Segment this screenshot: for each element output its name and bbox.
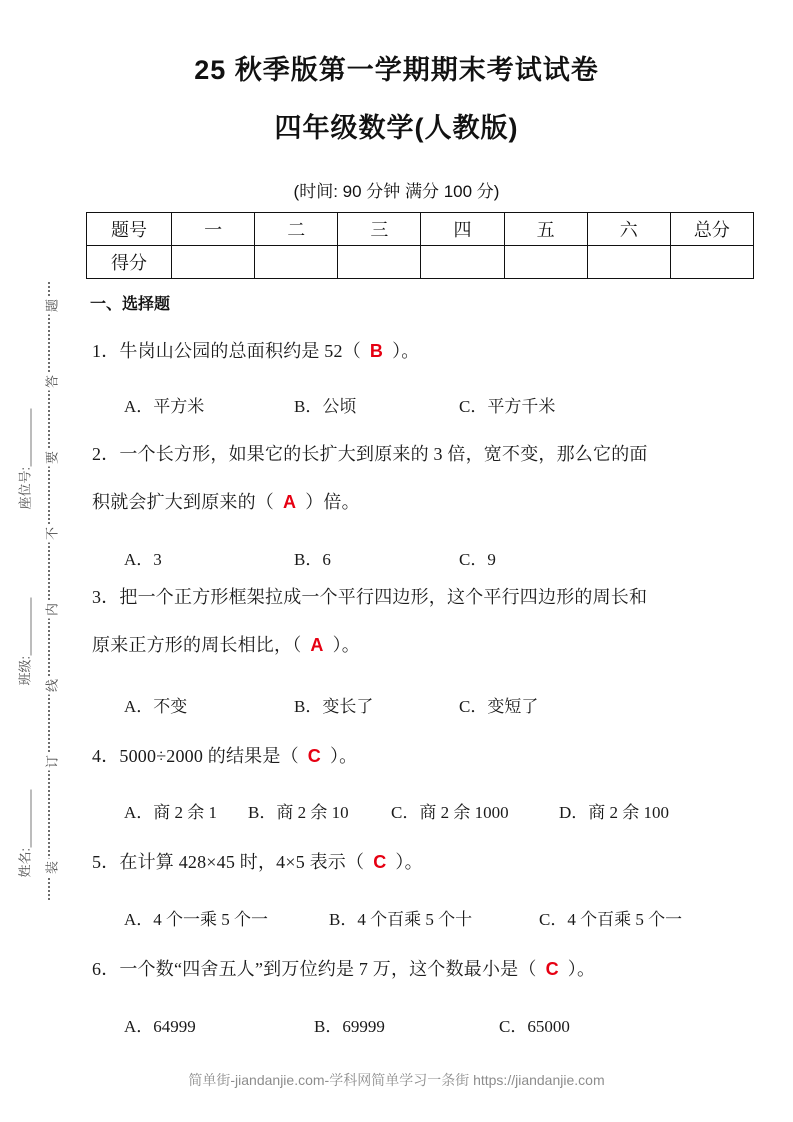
question-6-option-c[interactable]: C．65000: [499, 1017, 570, 1036]
table-row-header: [87, 213, 754, 246]
score-cell-5[interactable]: [504, 246, 587, 279]
question-1-answer[interactable]: B: [369, 341, 384, 361]
seal-char-4: 不: [42, 525, 61, 543]
question-6-option-a[interactable]: A．64999: [124, 1017, 196, 1036]
score-table: [86, 212, 754, 279]
footer-watermark: 简单街-jiandanjie.com-学科网简单学习一条街 https://jiandanjie.com: [188, 1072, 605, 1088]
question-1-option-c[interactable]: C．平方千米: [459, 397, 556, 416]
score-table-col-total: 总分: [670, 213, 753, 246]
name-field[interactable]: [15, 782, 34, 878]
score-cell-total[interactable]: [670, 246, 753, 279]
question-2-option-b[interactable]: B．6: [294, 550, 331, 569]
question-4-option-b[interactable]: B．商 2 余 10: [248, 803, 349, 822]
seal-char-3: 要: [42, 449, 61, 467]
question-1-option-a[interactable]: A．平方米: [124, 397, 205, 416]
question-5-text: [92, 848, 423, 874]
seat-number-label: 座位号:: [17, 466, 33, 510]
question-2-stem-cont: 积就会扩大到原来的（: [92, 492, 274, 512]
score-cell-2[interactable]: [255, 246, 338, 279]
class-field[interactable]: [15, 590, 34, 686]
score-cell-1[interactable]: [172, 246, 255, 279]
question-2-stem-tail: ）倍。: [305, 492, 360, 512]
seal-char-2: 答: [42, 373, 61, 391]
question-3-option-b[interactable]: B．变长了: [294, 697, 374, 716]
seal-char-8: 装: [42, 859, 61, 877]
class-input[interactable]: [31, 598, 32, 656]
score-table-col-3: 三: [338, 213, 421, 246]
question-6-options: [124, 1012, 570, 1037]
question-4-stem: 4．5000÷2000 的结果是（: [92, 746, 299, 766]
question-1-text: [92, 337, 420, 363]
question-6-stem-tail: ）。: [567, 959, 596, 979]
question-6-option-b[interactable]: B．69999: [314, 1017, 385, 1036]
question-5-stem-tail: ）。: [395, 852, 423, 872]
seal-char-7: 订: [42, 753, 61, 771]
question-4-option-a[interactable]: A．商 2 余 1: [124, 803, 218, 822]
question-4-answer[interactable]: C: [307, 746, 321, 766]
question-3-stem: 3．把一个正方形框架拉成一个平行四边形，这个平行四边形的周长和: [92, 587, 648, 607]
question-3-stem-cont: 原来正方形的周长相比，（: [92, 635, 302, 655]
name-label: 姓名:: [17, 847, 33, 878]
question-3-text-line2: [92, 631, 360, 657]
score-table-row-label: 题号: [87, 213, 172, 246]
question-5-options: [124, 905, 682, 930]
question-2-text-line2: [92, 488, 360, 514]
question-5-option-b[interactable]: B．4 个百乘 5 个十: [329, 910, 473, 929]
page-title: 25 秋季版第一学期期末考试试卷: [194, 55, 599, 85]
score-table-col-5: 五: [504, 213, 587, 246]
question-2-option-a[interactable]: A．3: [124, 550, 162, 569]
table-row-score: [87, 246, 754, 279]
exam-time-note: (时间: 90 分钟 满分 100 分): [293, 182, 500, 201]
question-1-stem-tail: ）。: [392, 341, 420, 361]
question-2-stem: 2．一个长方形，如果它的长扩大到原来的 3 倍，宽不变，那么它的面: [92, 444, 648, 464]
question-2-options: [124, 545, 496, 570]
score-table-col-4: 四: [421, 213, 504, 246]
question-6-stem: 6．一个数“四舍五人”到万位约是 7 万，这个数最小是（: [92, 959, 537, 979]
name-input[interactable]: [31, 790, 32, 848]
seal-char-1: 题: [42, 297, 61, 315]
question-4-stem-tail: ）。: [329, 746, 358, 766]
class-label: 班级:: [17, 655, 33, 686]
question-4-option-d[interactable]: D．商 2 余 100: [559, 803, 670, 822]
question-1-option-b[interactable]: B．公顷: [294, 397, 357, 416]
score-cell-6[interactable]: [587, 246, 670, 279]
question-6-answer[interactable]: C: [545, 959, 559, 979]
question-3-answer[interactable]: A: [310, 635, 324, 655]
page-subtitle: 四年级数学(人教版): [274, 113, 519, 143]
score-row-label: 得分: [87, 246, 172, 279]
section-heading-choice: 一、选择题: [90, 296, 171, 313]
question-2-text-line1: [92, 440, 648, 466]
score-table-col-2: 二: [255, 213, 338, 246]
question-4-options: [124, 798, 669, 823]
question-1-stem: 1．牛岗山公园的总面积约是 52（: [92, 341, 361, 361]
seal-char-6: 线: [42, 677, 61, 695]
seat-number-input[interactable]: [31, 409, 32, 467]
question-1-options: [124, 392, 555, 417]
score-cell-3[interactable]: [338, 246, 421, 279]
seat-number-field[interactable]: [15, 414, 34, 510]
question-5-option-c[interactable]: C．4 个百乘 5 个一: [539, 910, 683, 929]
question-2-option-c[interactable]: C．9: [459, 550, 496, 569]
question-3-text-line1: [92, 583, 647, 609]
score-cell-4[interactable]: [421, 246, 504, 279]
question-3-option-c[interactable]: C．变短了: [459, 697, 539, 716]
question-5-option-a[interactable]: A．4 个一乘 5 个一: [124, 910, 269, 929]
question-3-option-a[interactable]: A．不变: [124, 697, 188, 716]
score-table-col-6: 六: [587, 213, 670, 246]
question-4-option-c[interactable]: C．商 2 余 1000: [391, 803, 509, 822]
question-4-text: [92, 742, 357, 768]
question-5-stem: 5．在计算 428×45 时，4×5 表示（: [92, 852, 365, 872]
score-table-col-1: 一: [172, 213, 255, 246]
question-2-answer[interactable]: A: [283, 492, 297, 512]
question-5-answer[interactable]: C: [373, 852, 387, 872]
seal-char-5: 内: [42, 601, 61, 619]
question-6-text: [92, 955, 595, 981]
question-3-options: [124, 692, 538, 717]
question-3-stem-tail: ）。: [332, 635, 361, 655]
